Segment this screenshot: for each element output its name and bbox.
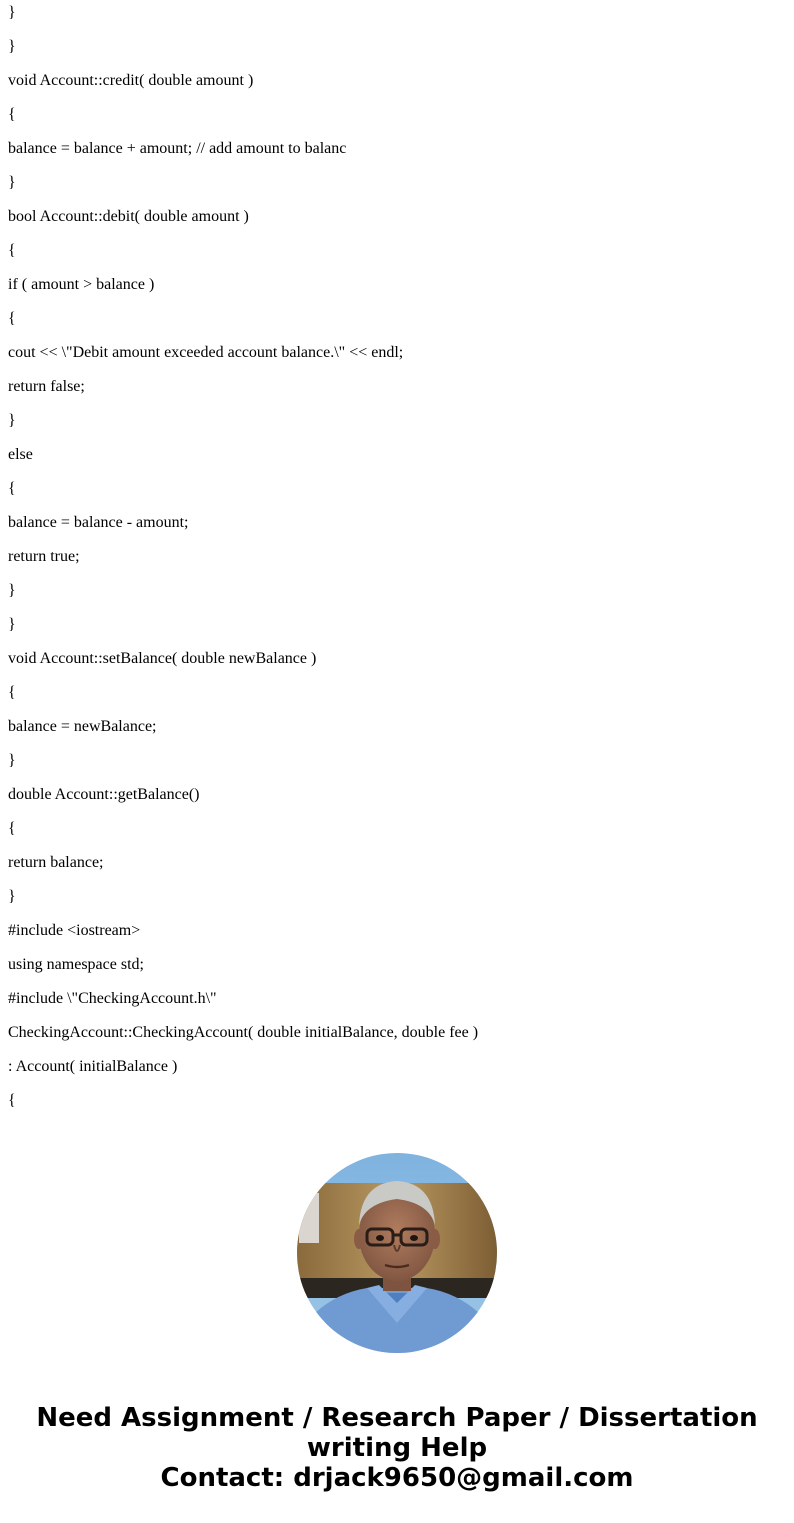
code-line: balance = balance - amount;: [8, 514, 189, 531]
code-line: {: [8, 242, 16, 259]
code-line: {: [8, 684, 16, 701]
contact-email: Contact: drjack9650@gmail.com: [160, 1463, 634, 1493]
code-line: balance = newBalance;: [8, 718, 157, 735]
code-line: bool Account::debit( double amount ): [8, 208, 249, 225]
code-line: }: [8, 38, 16, 55]
code-line: #include <iostream>: [8, 922, 141, 939]
code-line: #include \"CheckingAccount.h\": [8, 990, 217, 1007]
code-line: }: [8, 616, 16, 633]
code-listing: [8, 0, 788, 1122]
code-line: }: [8, 412, 16, 429]
code-line: double Account::getBalance(): [8, 786, 200, 803]
code-line: void Account::credit( double amount ): [8, 72, 254, 89]
code-line: void Account::setBalance( double newBalance ): [8, 650, 317, 667]
code-line: using namespace std;: [8, 956, 144, 973]
code-line: {: [8, 480, 16, 497]
code-line: return true;: [8, 548, 80, 565]
code-line: }: [8, 174, 16, 191]
code-line: else: [8, 446, 33, 463]
code-line: }: [8, 888, 16, 905]
code-line: : Account( initialBalance ): [8, 1058, 178, 1075]
code-line: {: [8, 1092, 16, 1109]
code-line: cout << \"Debit amount exceeded account balance.\" << endl;: [8, 344, 404, 361]
code-line: {: [8, 820, 16, 837]
code-line: return false;: [8, 378, 85, 395]
code-line: balance = balance + amount; // add amount to balanc: [8, 140, 347, 157]
promo-headline: Need Assignment / Research Paper / Dissertation: [36, 1403, 758, 1433]
code-line: }: [8, 582, 16, 599]
code-line: if ( amount > balance ): [8, 276, 155, 293]
code-line: {: [8, 106, 16, 123]
contact-banner: [0, 1403, 794, 1493]
code-line: CheckingAccount::CheckingAccount( double initialBalance, double fee ): [8, 1024, 479, 1041]
code-line: return balance;: [8, 854, 104, 871]
code-line: {: [8, 310, 16, 327]
author-photo: [297, 1153, 497, 1353]
promo-headline-continued: writing Help: [306, 1433, 488, 1463]
code-line: }: [8, 752, 16, 769]
code-line: }: [8, 4, 16, 21]
author-avatar: [297, 1153, 497, 1353]
